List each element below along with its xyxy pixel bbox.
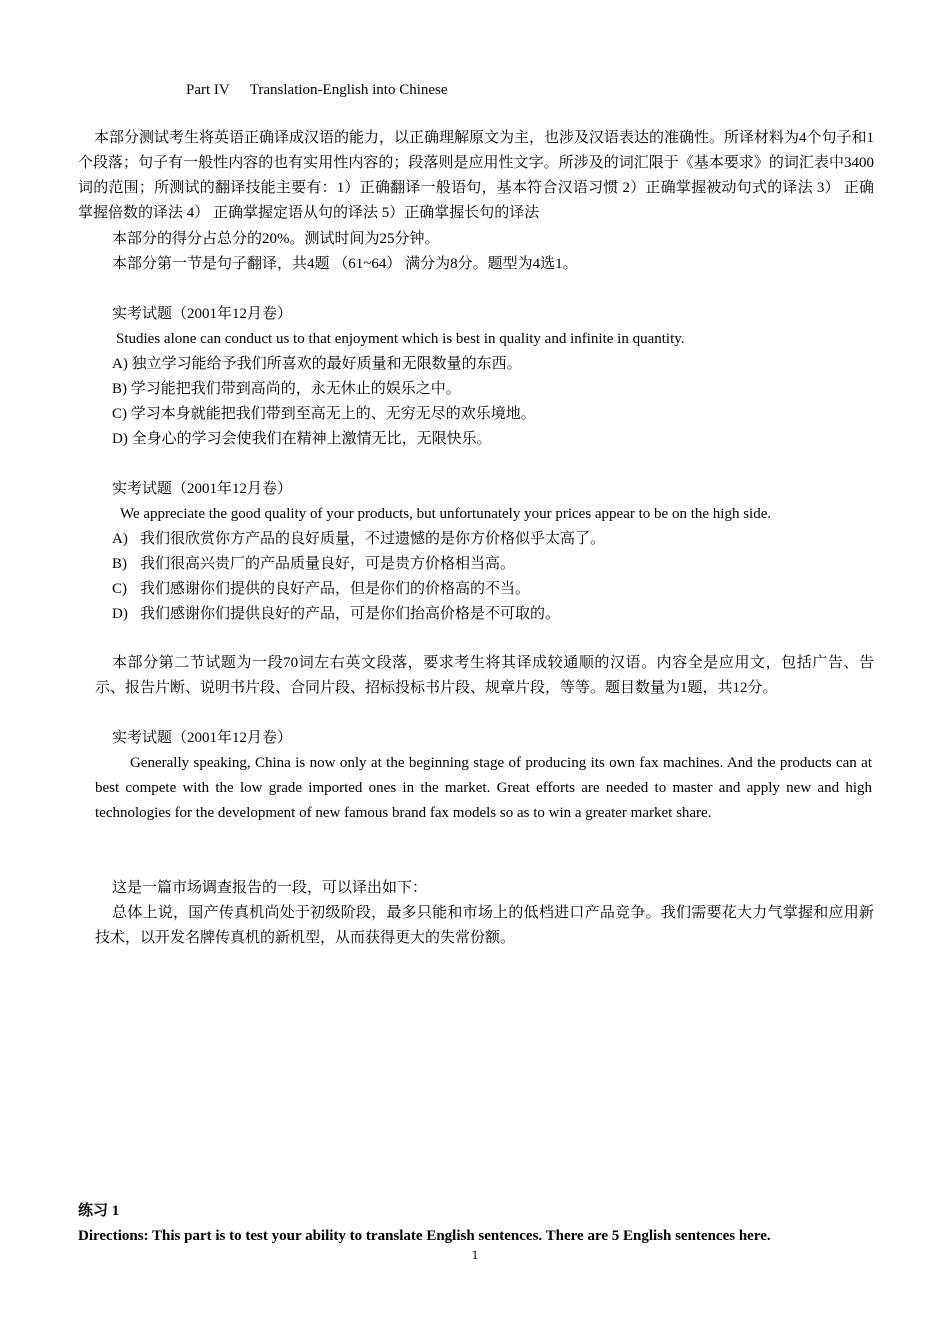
- option-text: 我们很欣赏你方产品的良好质量，不过遗憾的是你方价格似乎太高了。: [140, 531, 606, 547]
- answer-intro: 这是一篇市场调查报告的一段，可以译出如下：: [112, 880, 428, 896]
- part-number: Part IV: [186, 82, 230, 98]
- q1-option-b: B) 学习能把我们带到高尚的，永无休止的娱乐之中。: [112, 381, 461, 397]
- intro-paragraph-3: 本部分第一节是句子翻译，共4题 （61~64） 满分为8分。题型为4选1。: [112, 256, 578, 272]
- option-letter: C): [112, 581, 127, 597]
- exercise-directions: Directions: This part is to test your ability to translate English sentences. There are 5 English sentences here.: [78, 1228, 771, 1244]
- q3-passage: Generally speaking, China is now only at the beginning stage of producing its own fax machines. And the products can at best compete with the low grade imported ones in the market. Great efforts are needed to master and apply new and high technologies for the development of new famous brand fax models so as to win a greater market share.: [95, 755, 872, 821]
- part-title: [186, 78, 448, 103]
- q1-option-c: C) 学习本身就能把我们带到至高无上的、无穷无尽的欢乐境地。: [112, 406, 536, 422]
- q2-option-b: [112, 552, 515, 577]
- option-text: 我们感谢你们提供的良好产品，但是你们的价格高的不当。: [140, 581, 531, 597]
- q1-label: 实考试题（2001年12月卷）: [112, 306, 293, 322]
- option-letter: A): [112, 531, 128, 547]
- q1-option-d: D) 全身心的学习会使我们在精神上激情无比，无限快乐。: [112, 431, 492, 447]
- section-2-description: 本部分第二节试题为一段70词左右英文段落，要求考生将其译成较通顺的汉语。内容全是应用文，包括广告、告示、报告片断、说明书片段、合同片段、招标投标书片段、规章片段，等等。题目数量为1题，共12分。: [95, 655, 874, 696]
- option-text: 我们感谢你们提供良好的产品，可是你们抬高价格是不可取的。: [140, 606, 561, 622]
- q3-label: 实考试题（2001年12月卷）: [112, 730, 293, 746]
- q1-option-a: A) 独立学习能给予我们所喜欢的最好质量和无限数量的东西。: [112, 356, 522, 372]
- option-letter: B): [112, 556, 127, 572]
- q2-label: 实考试题（2001年12月卷）: [112, 481, 293, 497]
- option-text: 我们很高兴贵厂的产品质量良好，可是贵方价格相当高。: [140, 556, 516, 572]
- part-name: Translation-English into Chinese: [249, 82, 448, 98]
- intro-paragraph-2: 本部分的得分占总分的20%。测试时间为25分钟。: [112, 231, 440, 247]
- page-number: 1: [471, 1247, 479, 1262]
- q2-option-a: [112, 527, 605, 552]
- answer-text: 总体上说，国产传真机尚处于初级阶段，最多只能和市场上的低档进口产品竞争。我们需要花大力气掌握和应用新技术，以开发名牌传真机的新机型，从而获得更大的失常份额。: [95, 905, 874, 946]
- option-letter: D): [112, 606, 128, 622]
- q2-option-c: [112, 577, 530, 602]
- q2-sentence: We appreciate the good quality of your products, but unfortunately your prices appear to be on the high side.: [120, 506, 772, 522]
- q1-sentence: Studies alone can conduct us to that enjoyment which is best in quality and infinite in quantity.: [116, 331, 685, 347]
- exercise-heading: 练习 1: [78, 1203, 120, 1219]
- intro-paragraph-1: 本部分测试考生将英语正确译成汉语的能力，以正确理解原文为主，也涉及汉语表达的准确性。所译材料为4个句子和1个段落；句子有一般性内容的也有实用性内容的；段落则是应用性文字。所涉及的词汇限于《基本要求》的词汇表中3400词的范围；所测试的翻译技能主要有：1）正确翻译一般语句，基本符合汉语习惯 2）正确掌握被动句式的译法 3） 正确掌握倍数的译法 4） 正确掌握定语从句的译法 5）正确掌握长句的译法: [78, 130, 875, 221]
- q2-option-d: [112, 602, 560, 627]
